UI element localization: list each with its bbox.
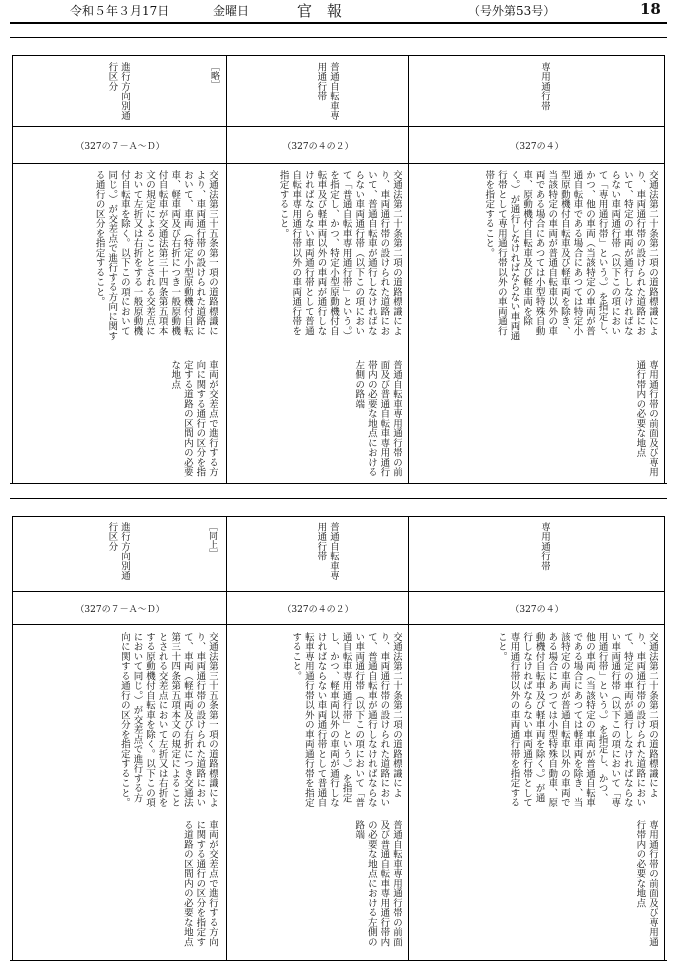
table-left-border — [12, 516, 13, 960]
regulation-meaning: 交通法第三十五条第一項の道路標識により、車両通行帯の設けられた道路において、車両（軽車両及び右折につき交通法第三十四条第五項本文の規定によることとされる交差点において左折又は右折をする原動機付自転車を除く。以下この項において同じ。）が交差点で進行する方向に関する通行の区分を指定すること。 — [118, 632, 218, 808]
heading-row-rule — [12, 591, 665, 592]
regulation-meaning: 交通法第二十条第二項の道路標識により、車両通行帯の設けられた道路において、普通自転車が通行しなければならない車両通行帯（以下この項において「普通自転車専用通行帯」という。）を指定し、かつ、軽車両以外の車両が通行しなければならない車両通行帯として普通自転車専用通行帯以外の車両通行帯を指定すること。 — [290, 632, 402, 808]
regulation-place: 普通自転車専用通行帯の前面及び普通自転車専用通行帯内の必要な地点における左側の路端 — [353, 360, 402, 477]
sign-code: （327の７－Ａ～Ｄ） — [75, 142, 165, 152]
regulation-place: 普通自転車専用通行帯の前面及び普通自転車専用通行帯内の必要な地点における左側の路端 — [353, 820, 402, 947]
issue-weekday: 金曜日 — [213, 4, 250, 18]
column-divider — [408, 55, 409, 483]
column-divider — [226, 55, 227, 483]
omitted-tag: ［略］ — [209, 62, 219, 89]
regulation-meaning: 交通法第二十条第二項の道路標識により、車両通行帯の設けられた道路において、普通自転車が通行しなければならない車両通行帯（以下この項において「普通自転車専用通行帯」という。）を指定し、かつ、特定小型原動機付自転車及び軽車両以外の車両が通行しなければならない車両通行帯として普通自転車専用通行帯以外の車両通行帯を指定すること。 — [277, 170, 402, 341]
column-heading: 進行方向別通行区分 — [106, 62, 130, 121]
table-top-border — [12, 55, 665, 56]
sign-code: （327の４の２） — [282, 605, 354, 615]
table-top-border — [12, 516, 665, 517]
column-heading: 専用通行帯 — [539, 522, 550, 571]
table-right-border — [664, 55, 665, 483]
column-heading: 普通自転車専用通行帯 — [315, 62, 339, 121]
regulation-place: 専用通行帯の前面及び専用通行帯内の必要な地点 — [634, 360, 658, 477]
code-row-rule — [12, 163, 665, 164]
regulation-meaning: 交通法第二十条第二項の道路標識により、車両通行帯の設けられた道路において、特定の車両が通行しなければならない車両通行帯（以下この項において「専用通行帯」という。）を指定し、かつ、他の車両（当該特定の車両が普通自転車である場合にあつては軽車両を除き、当該特定の車両が普通自転車以外の車両である場合にあつては小型特殊自動車、原動機付自転車及び軽車両を除く。）が通行しなければならない車両通行帯として専用通行帯以外の車両通行帯を指定すること。 — [495, 632, 658, 808]
regulation-meaning: 交通法第三十五条第一項の道路標識により、車両通行帯の設けられた道路において、車両（特定小型原動機付自転車、軽車両及び右折につき一般原動機付自転車が交通法第三十四条第五項本文の規定によることとされる交差点において左折又は右折をする一般原動機付自転車を除く。以下この項において同じ。）が交差点で進行する方向に関する通行の区分を指定すること。 — [93, 170, 218, 341]
sign-code: （327の４の２） — [282, 142, 354, 152]
column-heading: 進行方向別通行区分 — [106, 522, 130, 581]
regulation-place: 車両が交差点で進行する方向に関する通行の区分を指定する道路の区間内の必要な地点 — [169, 360, 218, 477]
table-left-border — [12, 55, 13, 483]
gazette-title: 官 報 — [297, 2, 343, 20]
column-heading: 普通自転車専用通行帯 — [315, 522, 339, 581]
regulation-place: 車両が交差点で進行する方向に関する通行の区分を指定する道路の区間内の必要な地点 — [181, 820, 218, 947]
table-right-border — [664, 516, 665, 960]
column-divider — [226, 516, 227, 960]
block-top-rule — [10, 498, 667, 499]
sign-code: （327の４） — [510, 142, 564, 152]
block-bottom-rule — [10, 960, 667, 961]
sign-code: （327の７－Ａ～Ｄ） — [75, 605, 165, 615]
block-top-rule — [10, 37, 667, 38]
column-heading: 専用通行帯 — [539, 62, 550, 111]
page-number: 18 — [640, 0, 661, 18]
heading-row-rule — [12, 126, 665, 127]
code-row-rule — [12, 624, 665, 625]
header-rule — [10, 22, 667, 24]
omitted-tag: ［同上］ — [207, 522, 217, 558]
regulation-place: 専用通行帯の前面及び専用通行帯内の必要な地点 — [634, 820, 658, 947]
sign-code: （327の４） — [510, 605, 564, 615]
regulation-meaning: 交通法第二十条第二項の道路標識により、車両通行帯の設けられた道路において、特定の車両が通行しなければならない車両通行帯（以下この項において「専用通行帯」という。）を指定し、かつ、他の車両（当該特定の車両が普通自転車である場合にあつては特定小型原動機付自転車及び軽車両を除き、当該特定の車両が普通自転車以外の車両である場合にあつては小型特殊自動車、原動機付自転車及び軽車両を除く。）が通行しなければならない車両通行帯として専用通行帯以外の車両通行帯を指定すること。 — [483, 170, 658, 341]
gazette-header — [0, 0, 677, 22]
issue-date: 令和５年３月17日 — [70, 4, 170, 18]
block-bottom-rule — [10, 483, 667, 484]
column-divider — [408, 516, 409, 960]
issue-number: （号外第53号） — [468, 4, 556, 18]
